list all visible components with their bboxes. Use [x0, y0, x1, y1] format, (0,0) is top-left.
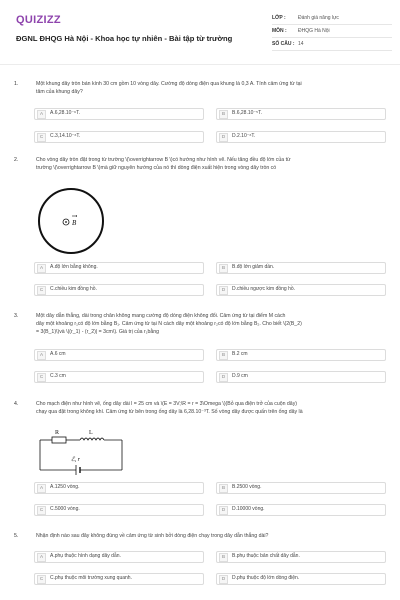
question-line: trường \(\overrightarrow B \)mà giữ nguyên hướng của nó thì dòng điện xuất hiện trong vòng dây tròn có — [36, 165, 277, 172]
question-number: 1. — [14, 81, 19, 87]
option-c[interactable] — [34, 284, 204, 296]
option-d[interactable] — [216, 504, 386, 516]
ring-magnetic-field-figure — [36, 186, 106, 256]
quizizz-logo: QUIZIZZ — [16, 14, 61, 26]
source-label: ℰ, r — [71, 457, 80, 463]
option-text: A.6 cm — [50, 351, 66, 358]
option-c[interactable] — [34, 573, 204, 585]
worksheet-title: ĐGNL ĐHQG Hà Nội - Khoa học tự nhiên - Bài tập từ trường — [16, 34, 233, 43]
option-b[interactable] — [216, 349, 386, 361]
question-text — [36, 80, 386, 96]
option-text: A.1250 vòng. — [50, 484, 80, 491]
question-line: tâm của khung dây? — [36, 89, 83, 96]
option-text: D.phụ thuộc độ lớn dòng điện. — [232, 575, 300, 582]
meta-key: LỚP : — [272, 15, 286, 21]
option-letter: B — [219, 264, 228, 273]
meta-key: MÔN : — [272, 28, 287, 34]
option-b[interactable] — [216, 262, 386, 274]
option-text: B.2 cm — [232, 351, 248, 358]
option-b[interactable] — [216, 108, 386, 120]
option-letter: B — [219, 351, 228, 360]
question-text — [36, 532, 386, 540]
meta-row-subject — [272, 25, 392, 38]
coil-l — [80, 438, 104, 440]
option-text: D.2.10⁻⁶T. — [232, 133, 256, 140]
option-c[interactable] — [34, 504, 204, 516]
meta-row-class — [272, 12, 392, 25]
option-text: C.phụ thuộc môi trường xung quanh. — [50, 575, 132, 582]
question-1 — [14, 80, 386, 150]
question-number: 2. — [14, 157, 19, 163]
question-line: = 3(B_1)\)và \((r_1) - (r_2)| = 3cm\). Giá trị của r₁bằng — [36, 329, 160, 336]
meta-value: Đánh giá năng lực — [298, 15, 339, 21]
meta-row-count — [272, 38, 392, 51]
option-a[interactable] — [34, 262, 204, 274]
question-text — [36, 400, 386, 416]
option-text: C.5000 vòng. — [50, 506, 80, 513]
option-letter: A — [37, 553, 46, 562]
option-letter: C — [37, 133, 46, 142]
option-d[interactable] — [216, 573, 386, 585]
resistor-label: R — [55, 430, 60, 436]
option-letter: C — [37, 575, 46, 584]
question-number: 5. — [14, 533, 19, 539]
meta-key: SỐ CÂU : — [272, 41, 295, 47]
option-text: A.6,28.10⁻⁶T. — [50, 110, 80, 117]
option-letter: D — [219, 575, 228, 584]
option-a[interactable] — [34, 551, 204, 563]
question-text — [36, 312, 386, 336]
option-d[interactable] — [216, 131, 386, 143]
option-a[interactable] — [34, 349, 204, 361]
question-3 — [14, 312, 386, 390]
question-line: chạy qua đặt trong không khí. Cảm ứng từ bên trong ống dây là 6,28.10⁻³T. Số vòng dây được quấn trên ống dây là — [36, 409, 303, 416]
option-a[interactable] — [34, 108, 204, 120]
option-letter: C — [37, 506, 46, 515]
field-b-label: B — [72, 219, 77, 227]
option-a[interactable] — [34, 482, 204, 494]
option-b[interactable] — [216, 482, 386, 494]
question-number: 4. — [14, 401, 19, 407]
question-line: Cho mạch điện như hình vẽ, ống dây dài l = 25 cm và \(E = 3V;\R = r = 3\Omega \)(Bỏ qua điện trở của cuộn dây) — [36, 401, 298, 407]
question-line: Một khung dây tròn bán kính 30 cm gồm 10 vòng dây. Cường độ dòng điện qua khung là 0,3 A. Tính cảm ứng từ tại — [36, 81, 302, 87]
circuit-diagram-figure — [36, 426, 126, 478]
option-text: B.phụ thuộc bản chất dây dẫn. — [232, 553, 300, 560]
option-c[interactable] — [34, 131, 204, 143]
coil-label: L — [89, 430, 93, 436]
option-text: C.chiều kim đồng hồ. — [50, 286, 97, 293]
question-text — [36, 156, 386, 172]
option-letter: B — [219, 553, 228, 562]
question-number: 3. — [14, 313, 19, 319]
question-4 — [14, 400, 386, 522]
option-d[interactable] — [216, 371, 386, 383]
question-5 — [14, 532, 386, 594]
option-letter: A — [37, 484, 46, 493]
option-text: D.chiều ngược kim đồng hồ. — [232, 286, 296, 293]
option-letter: A — [37, 351, 46, 360]
resistor-r — [52, 437, 66, 443]
option-letter: D — [219, 286, 228, 295]
option-b[interactable] — [216, 551, 386, 563]
question-2 — [14, 156, 386, 302]
option-letter: C — [37, 373, 46, 382]
header-divider — [0, 64, 400, 65]
option-letter: B — [219, 110, 228, 119]
option-letter: D — [219, 373, 228, 382]
question-line: Cho vòng dây tròn đặt trong từ trường \(\overrightarrow B \)có hướng như hình vẽ. Nếu tăng đều độ lớn của từ — [36, 157, 291, 163]
option-text: D.9 cm — [232, 373, 248, 380]
option-letter: B — [219, 484, 228, 493]
option-c[interactable] — [34, 371, 204, 383]
option-letter: D — [219, 133, 228, 142]
option-text: B.2500 vòng. — [232, 484, 262, 491]
option-letter: C — [37, 286, 46, 295]
option-letter: D — [219, 506, 228, 515]
question-line: dây một khoảng r₁có độ lớn bằng B₁. Cảm ứng từ tại N cách dây một khoảng r₂có độ lớn bằng B₂. Cho biết \(2(B_2) — [36, 321, 302, 328]
option-text: B.6,28.10⁻⁵T. — [232, 110, 263, 117]
option-text: A.phụ thuộc hình dạng dây dẫn. — [50, 553, 121, 560]
meta-value: ĐHQG Hà Nội — [298, 28, 330, 34]
option-text: C.3 cm — [50, 373, 66, 380]
option-d[interactable] — [216, 284, 386, 296]
option-text: B.độ lớn giảm dần. — [232, 264, 275, 271]
worksheet-meta — [272, 12, 392, 51]
option-letter: A — [37, 110, 46, 119]
option-text: C.3,14.10⁻⁶T. — [50, 133, 81, 140]
option-letter: A — [37, 264, 46, 273]
question-line: Một dây dẫn thẳng, dài trong chân không mang cường độ dòng điện không đổi. Cảm ứng từ tại điểm M cách — [36, 313, 286, 319]
question-line: Nhận định nào sau đây không đúng về cảm ứng từ sinh bởi dòng điện chạy trong dây dẫn thẳng dài? — [36, 533, 269, 539]
option-text: D.10000 vòng. — [232, 506, 265, 513]
meta-value: 14 — [298, 41, 304, 47]
option-text: A.độ lớn bằng không. — [50, 264, 98, 271]
